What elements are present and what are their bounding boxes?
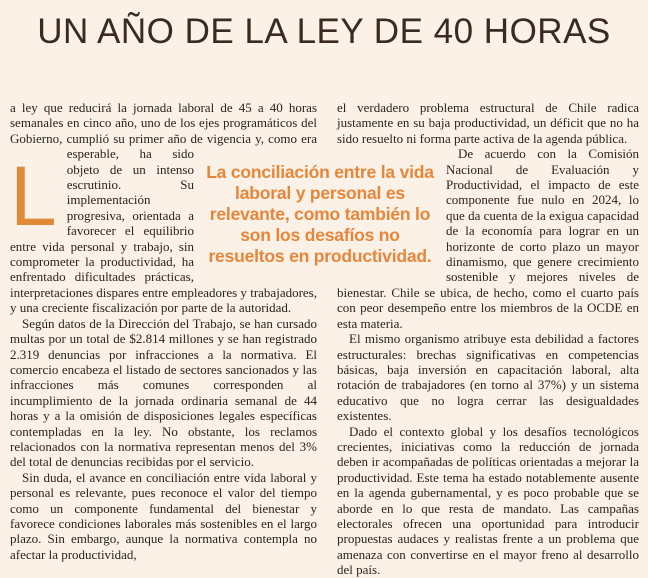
- paragraph-text: a ley que reducirá la jornada laboral de 45 a 40 horas semanales en cinco año, uno de los ejes programáticos del Gobierno, cumplió su primer año de vigencia y, como era esperable, ha sido objeto de un intenso escrutinio. Su implementación progresiva, orientada a favorecer el equilibrio entre vida personal y trabajo, sin comprometer la productividad, ha enfrentado dificultades prácticas, interpretaciones dispares entre empleadores y trabajadores, y una creciente fiscalización por parte de la autoridad.: [10, 100, 317, 316]
- pull-quote: La conciliación entre la vida laboral y personal es relevante, como también lo son los desafíos no resueltos en productividad.: [206, 162, 434, 266]
- paragraph: Dado el contexto global y los desafíos tecnológicos crecientes, iniciativas como la reducción de jornada deben ir acompañadas de políticas orientadas a mejorar la productividad. Este tema ha estado notablemente ausente en la agenda gubernamental, y es poco probable que se aborde en lo que resta de mandato. Las campañas electorales ofrecen una oportunidad para introducir propuestas audaces y realistas frente a un problema que amenaza con convertirse en el mayor freno al desarrollo del país.: [337, 423, 639, 578]
- headline: UN AÑO DE LA LEY DE 40 HORAS: [37, 12, 611, 51]
- drop-cap: L: [10, 149, 57, 243]
- paragraph: Según datos de la Dirección del Trabajo, se han cursado multas por un total de $2.814 millones y se han registrado 2.319 denuncias por infracciones a la normativa. El comercio encabeza el listado de sectores sancionados y las infracciones más comunes corresponden al incumplimiento de la jornada ordinaria semanal de 44 horas y a la omisión de disposiciones legales específicas contempladas en la ley. No obstante, los reclamos relacionados con la normativa representan menos del 3% del total de denuncias recibidas por el servicio.: [10, 315, 317, 470]
- paragraph: El mismo organismo atribuye esta debilidad a factores estructurales: brechas significativas en competencias básicas, baja inversión en capacitación laboral, alta rotación de trabajadores (en torno al 37%) y un sistema educativo que no logra cerrar las desigualdades existentes.: [337, 331, 639, 424]
- paragraph: Sin duda, el avance en conciliación entre vida laboral y personal es relevante, pues reconoce el valor del tiempo como un componente fundamental del bienestar y favorece condiciones laborales más sostenibles en el largo plazo. Sin embargo, aunque la normativa contempla no afectar la productividad,: [10, 469, 317, 562]
- paragraph: el verdadero problema estructural de Chile radica justamente en su baja productividad, un déficit que no ha sido resuelto ni forma parte activa de la agenda pública.: [337, 100, 639, 146]
- paragraph: De acuerdo con la Comisión Nacional de Evaluación y Productividad, el impacto de este componente fue nulo en 2024, lo que da cuenta de la exigua capacidad de la economía para lograr en un horizonte de corto plazo un mayor dinamismo, que genere crecimiento sostenible y mejores niveles de bienestar. Chile se ubica, de hecho, como el cuarto país con peor desempeño entre los miembros de la OCDE en esta materia.: [337, 146, 639, 331]
